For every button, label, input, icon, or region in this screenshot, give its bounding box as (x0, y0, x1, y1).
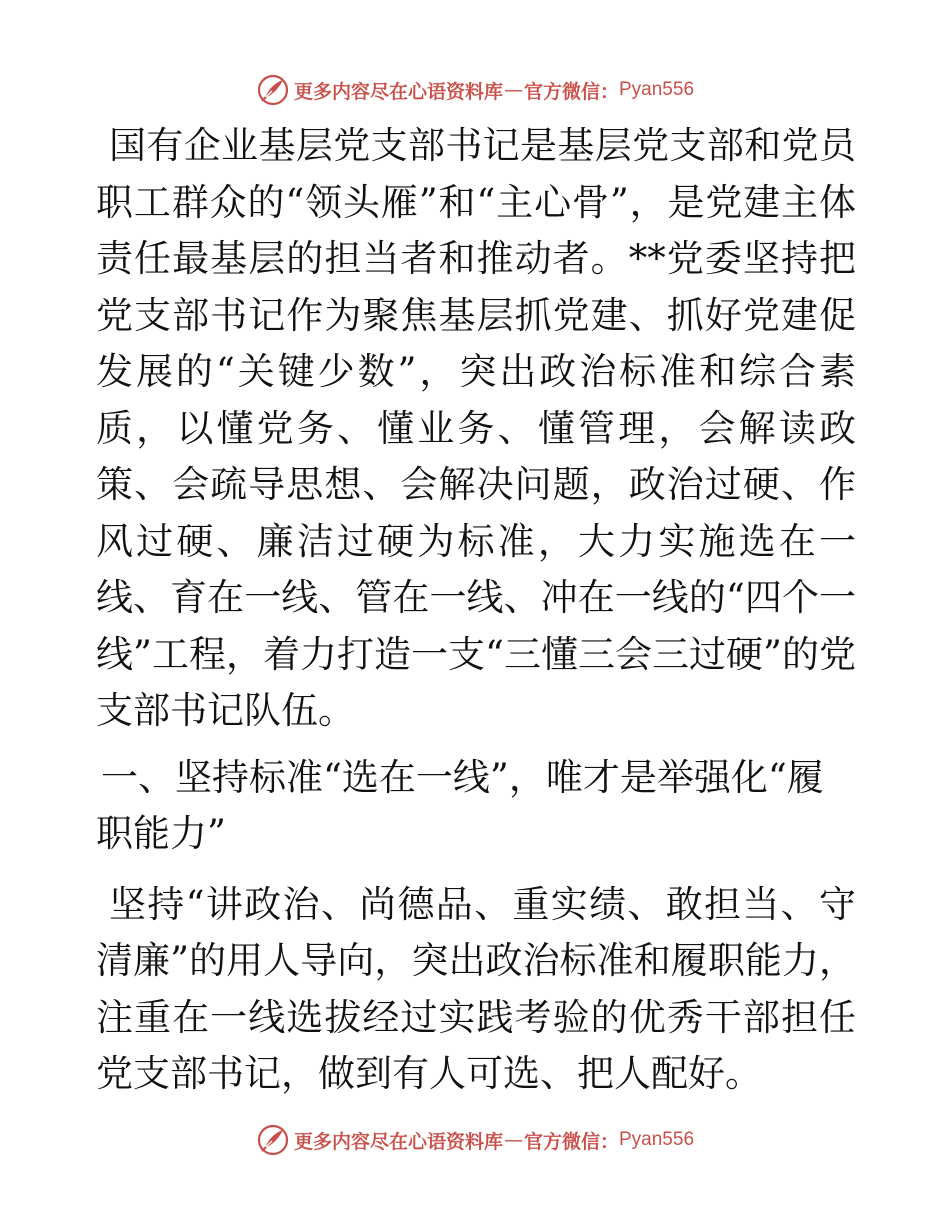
banner-dash: — (503, 79, 523, 101)
feather-pen-logo-icon (256, 73, 290, 107)
banner-wechat-label: 官方微信： (523, 80, 619, 103)
feather-pen-logo-icon (256, 1123, 290, 1157)
document-body (96, 118, 856, 1103)
body-paragraph-2: 坚持“讲政治、尚德品、重实绩、敢担当、守清廉”的用人导向，突出政治标准和履职能力，注重在一线选拔经过实践考验的优秀干部担任党支部书记，做到有人可选、把人配好。 (96, 882, 856, 1095)
banner-site-text: 更多内容尽在心语资料库 (293, 1130, 503, 1153)
banner-dash: — (503, 1129, 523, 1151)
footer-banner (0, 1120, 950, 1160)
section-heading-1: 一、坚持标准“选在一线”，唯才是举强化“履职能力” (96, 755, 824, 855)
banner-wechat-id: Pyan556 (619, 1129, 695, 1150)
banner-site-text: 更多内容尽在心语资料库 (293, 80, 503, 103)
header-banner (0, 70, 950, 110)
banner-wechat-label: 官方微信： (523, 1130, 619, 1153)
banner-wechat-id: Pyan556 (619, 79, 695, 100)
body-paragraph-1: 国有企业基层党支部书记是基层党支部和党员职工群众的“领头雁”和“主心骨”，是党建主体责任最基层的担当者和推动者。**党委坚持把党支部书记作为聚焦基层抓党建、抓好党建促发展的“关键少数”，突出政治标准和综合素质，以懂党务、懂业务、懂管理，会解读政策、会疏导思想、会解决问题，政治过硬、作风过硬、廉洁过硬为标准，大力实施选在一线、育在一线、管在一线、冲在一线的“四个一线”工程，着力打造一支“三懂三会三过硬”的党支部书记队伍。 (96, 124, 856, 732)
